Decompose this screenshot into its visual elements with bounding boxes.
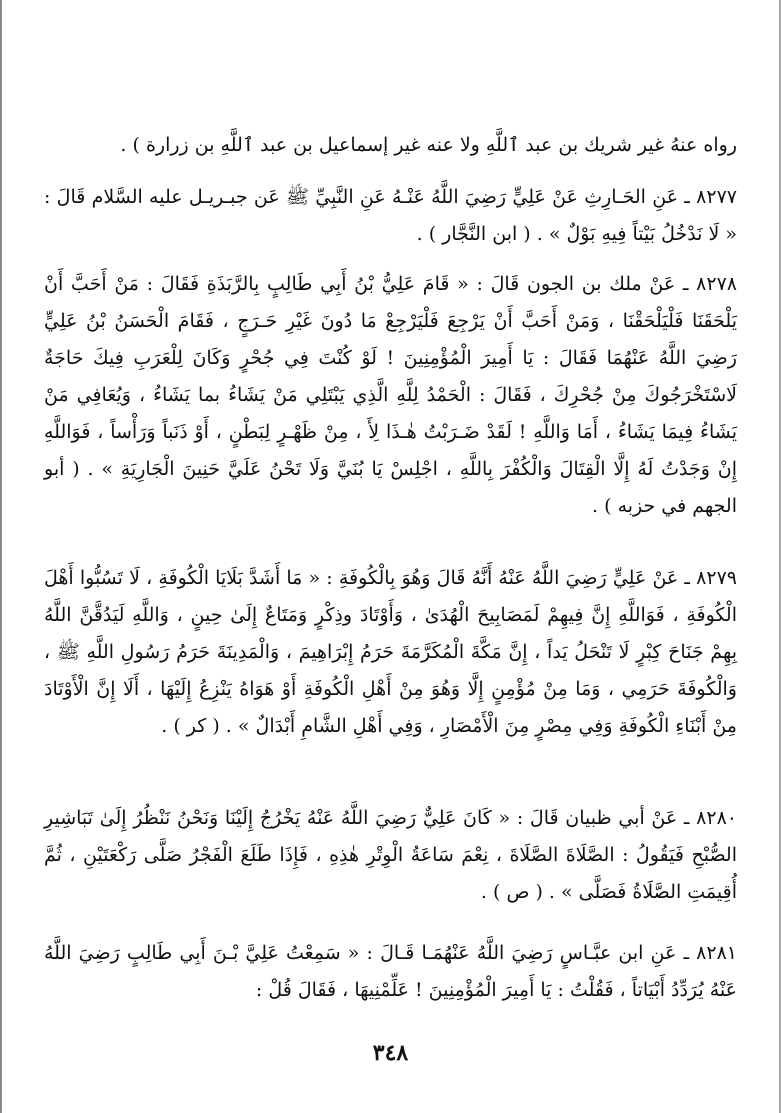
paragraph-text: ٨٢٧٩ ـ عَنْ عَلِيٍّ رَضِيَ اللَّهُ عَنْهُ أَنَّهُ قَالَ وَهُوَ بِالْكُوفَةِ : « مَا أَشَدَّ بَلَايَا الْكُوفَةِ ، لَا تَسُبُّوا أَهْلَ الْكُوفَةِ ، فَوَاللَّهِ إِنَّ فِيهِمْ لَمَصَابِيحَ الْهُدَىٰ ، وَأَوْتَادَ وذِكْرٍ وَمَتَاعٌ إِلَىٰ حِينٍ ، وَاللَّهِ لَيَدُقَّنَّ اللَّهُ بِهِمْ جَنَاحَ كِبْرٍ لَا تَنْحَلُ يَداً ، إِنَّ مَكَّةَ الْمُكَرَّمَةَ حَرَمُ إِبْرَاهِيمَ ، وَالْمَدِينَةَ حَرَمُ رَسُولِ اللَّهِ ﷺ ، وَالْكُوفَةَ حَرَمِي ، وَمَا مِنْ مُؤْمِنٍ إِلَّا وَهُوَ مِنْ أَهْلِ الْكُوفَةِ أَوْ هَوَاهُ يَنْزِعُ إِلَيْهَا ، أَلَا إِنَّ الْأَوْتَادَ مِنْ أَبْنَاءِ الْكُوفَةِ وَفِي مِصْرٍ مِنَ الْأَمْصَارِ ، وَفِي أَهْلِ الشَّامِ أَبْدَالٌ » . ( كر ) .	[44, 567, 737, 737]
paragraph-text: ٨٢٨١ ـ عَنِ ابن عبَّـاسٍ رَضِيَ اللَّهُ عَنْهُمَـا قَـالَ : « سَمِعْتُ عَلِيَّ بْـنَ أَبِي طَالِبٍ رَضِيَ اللَّهُ عَنْهُ يُرَدِّدُ أَبْيَاتاً ، فَقُلْتُ : يَا أَمِيرَ الْمُؤْمِنِينَ ! عَلِّمْنِيهَا ، فَقَالَ قُلْ :	[44, 942, 737, 1001]
hadith-8278	[44, 266, 737, 525]
paragraph-text: ٨٢٨٠ ـ عَنْ أبي ظبيان قَالَ : « كَانَ عَلِيٌّ رَضِيَ اللَّهُ عَنْهُ يَخْرُجُ إِلَيْنَا وَنَحْنُ نَنْظُرُ إِلَىٰ تَبَاشِيرِ الصُّبْحِ فَيَقُولُ : الصَّلَاةَ الصَّلَاةَ ، نِعْمَ سَاعَةُ الْوِتْرِ هٰذِهِ ، فَإِذَا طَلَعَ الْفَجْرُ صَلَّى رَكْعَتَيْنِ ، ثُمَّ أُقِيمَتِ الصَّلَاةُ فَصَلَّى » . ( ص ) .	[44, 807, 737, 903]
paragraph-text: رواه عنهُ غير شريك بن عبد ٱللَّهِ ولا عنه غير إسماعيل بن عبد ٱللَّهِ بن زرارة ) .	[120, 134, 737, 156]
hadith-8281	[44, 935, 737, 1009]
hadith-8277	[44, 179, 737, 253]
page-left-edge	[0, 0, 2, 1113]
paragraph-text: ٨٢٧٧ ـ عَنِ الحَـارِثِ عَنْ عَلِيٍّ رَضِيَ اللَّهُ عَنْـهُ عَنِ النَّبِيِّ ﷺ عَن جبـريـل عليه السَّلام قَالَ : « لَا نَدْخُلُ بَيْتاً فِيهِ بَوْلٌ » . ( ابن النَّجَّار ) .	[44, 186, 737, 245]
hadith-8280	[44, 800, 737, 911]
paragraph-text: ٨٢٧٨ ـ عَنْ ملك بن الجون قَالَ : « قَامَ عَلِيُّ بْنُ أَبِي طَالِبٍ بِالرَّبَذَةِ فَقَالَ : مَنْ أَحَبَّ أَنْ يَلْحَقَنَا فَلْيَلْحَقْنَا ، وَمَنْ أَحَبَّ أَنْ يَرْجِعَ فَلْيَرْجِعْ مَا دُونَ غَيْرِ حَـرَجٍ ، فَقَامَ الْحَسَنُ بْنُ عَلِيٍّ رَضِيَ اللَّهُ عَنْهُمَا فَقَالَ : يَا أَمِيرَ الْمُؤْمِنِينَ ! لَوْ كُنْتَ فِي جُحْرٍ وَكَانَ لِلْعَرَبِ فِيكَ حَاجَةٌ لَاسْتَخْرَجُوكَ مِنْ جُحْرِكَ ، فَقَالَ : الْحَمْدُ لِلَّهِ الَّذِي يَبْتَلِي مَنْ يَشَاءُ بما يَشَاءُ ، وَيُعَافِي مَنْ يَشَاءُ فِيمَا يَشَاءُ ، أَمَا وَاللَّهِ ! لَقَدْ ضَـرَبْتُ هٰـذَا لِأَ ، مِنْ ظَهْـرٍ لِبَطْنٍ ، أَوْ ذَنَباً وَرَأْساً ، فَوَاللَّهِ إِنْ وَجَدْتُ لَهُ إِلَّا الْقِتَالَ وَالْكُفْرَ بِاللَّهِ ، اجْلِسْ يَا بُنَيَّ وَلَا تَحْنُ عَلَيَّ حَنِينَ الْجَارِيَةِ » . ( أبو الجهم في حزبه ) .	[44, 273, 737, 517]
paragraph-continuation	[44, 127, 737, 164]
hadith-8279	[44, 560, 737, 745]
page-number: ٣٤٨	[372, 1040, 409, 1066]
